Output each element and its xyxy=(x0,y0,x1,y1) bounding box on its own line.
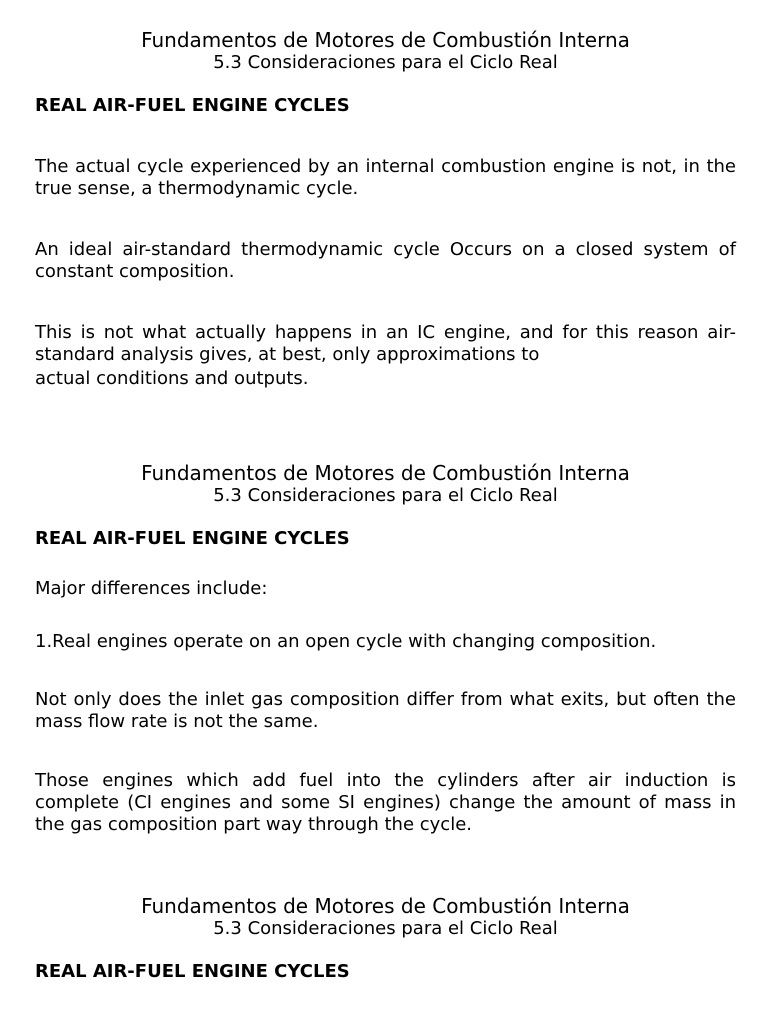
paragraph-end-text: actual conditions and outputs. xyxy=(35,368,309,389)
header-subtitle: 5.3 Consideraciones para el Ciclo Real xyxy=(213,52,558,73)
list-item: 1.Real engines operate on an open cycle with changing composition. xyxy=(35,631,657,652)
paragraph: This is not what actually happens in an IC engine, and for this reason air-standard analysis gives, at best, only approximations to xyxy=(35,322,736,365)
header-subtitle: 5.3 Consideraciones para el Ciclo Real xyxy=(213,485,558,506)
section-heading: REAL AIR-FUEL ENGINE CYCLES xyxy=(35,961,350,982)
header-subtitle: 5.3 Consideraciones para el Ciclo Real xyxy=(213,918,558,939)
header-title: Fundamentos de Motores de Combustión Interna xyxy=(141,28,630,52)
header-title: Fundamentos de Motores de Combustión Interna xyxy=(141,894,630,918)
paragraph: An ideal air-standard thermodynamic cycle Occurs on a closed system of constant composition. xyxy=(35,239,736,282)
section-heading: REAL AIR-FUEL ENGINE CYCLES xyxy=(35,528,350,549)
slide-section-2 xyxy=(35,461,736,835)
header-title: Fundamentos de Motores de Combustión Interna xyxy=(141,461,630,485)
paragraph: Major differences include: xyxy=(35,578,268,599)
paragraph xyxy=(35,368,736,390)
paragraph: Not only does the inlet gas composition differ from what exits, but often the mass flow rate is not the same. xyxy=(35,689,736,732)
paragraph: The actual cycle experienced by an internal combustion engine is not, in the true sense, a thermodynamic cycle. xyxy=(35,156,736,199)
paragraph: Those engines which add fuel into the cylinders after air induction is complete (CI engines and some SI engines) change the amount of mass in the gas composition part way through the cycle. xyxy=(35,770,736,835)
slide-section-3 xyxy=(35,894,736,982)
section-heading: REAL AIR-FUEL ENGINE CYCLES xyxy=(35,95,350,116)
slide-section-1 xyxy=(35,28,736,389)
